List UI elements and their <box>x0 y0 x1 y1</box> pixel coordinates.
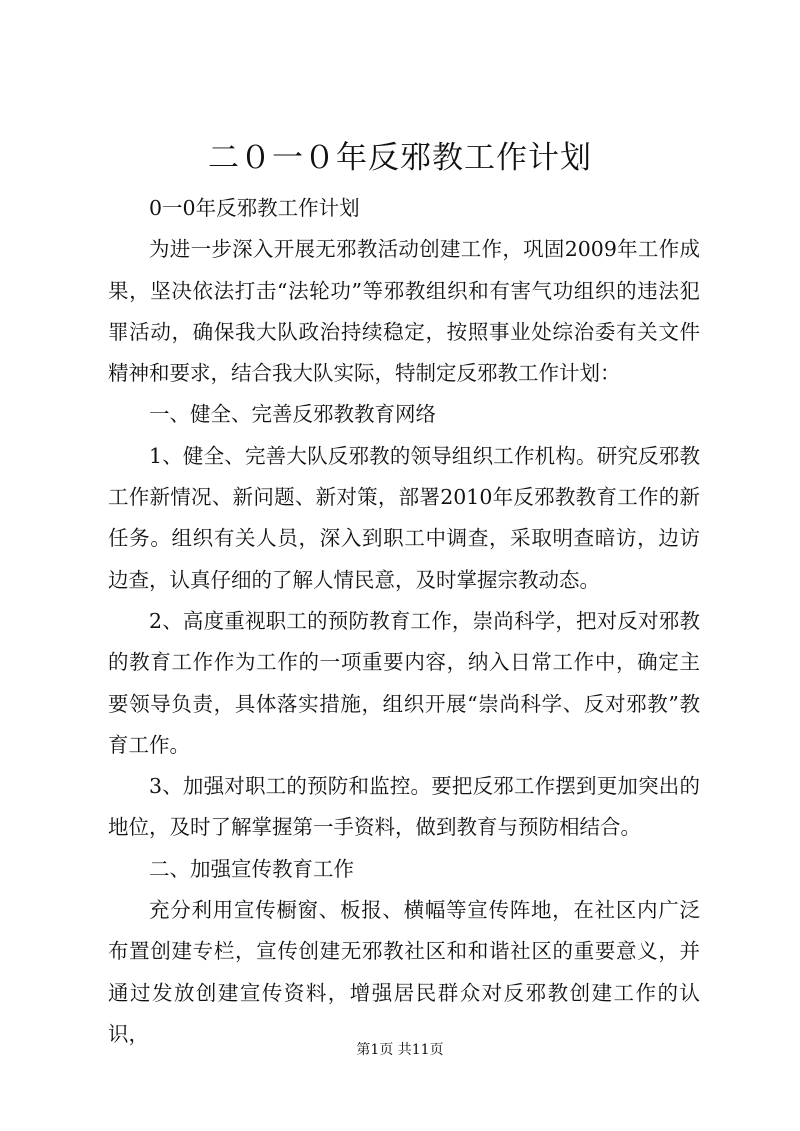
paragraph-item-2: 2、高度重视职工的预防教育工作，崇尚科学，把对反对邪教的教育工作作为工作的一项重要内容，纳入日常工作中，确定主要领导负责，具体落实措施，组织开展“崇尚科学、反对邪教”教育工作。 <box>108 608 700 757</box>
page-footer: 第1页 共11页 <box>356 1042 444 1058</box>
paragraph-subtitle: 0一0年反邪教工作计划 <box>149 196 360 220</box>
paragraph-intro: 为进一步深入开展无邪教活动创建工作，巩固2009年工作成果，坚决依法打击“法轮功”等邪教组织和有害气功组织的违法犯罪活动，确保我大队政治持续稳定，按照事业处综治委有关文件精神和要求，结合我大队实际，特制定反邪教工作计划： <box>108 237 700 386</box>
document-body <box>108 188 700 1055</box>
paragraph-publicity: 充分利用宣传橱窗、板报、横幅等宣传阵地，在社区内广泛布置创建专栏，宣传创建无邪教社区和和谐社区的重要意义，并通过发放创建宣传资料，增强居民群众对反邪教创建工作的认识， <box>108 898 700 1046</box>
section-heading-1: 一、健全、完善反邪教教育网络 <box>149 402 436 427</box>
paragraph-item-1: 1、健全、完善大队反邪教的领导组织工作机构。研究反邪教工作新情况、新问题、新对策，部署2010年反邪教教育工作的新任务。组织有关人员，深入到职工中调查，采取明查暗访，边访边查，认真仔细的了解人情民意，及时掌握宗教动态。 <box>108 443 700 592</box>
paragraph-item-3: 3、加强对职工的预防和监控。要把反邪工作摆到更加突出的地位，及时了解掌握第一手资料，做到教育与预防相结合。 <box>108 774 700 840</box>
document-title: 二０一０年反邪教工作计划 <box>208 140 592 176</box>
section-heading-2: 二、加强宣传教育工作 <box>149 856 354 881</box>
